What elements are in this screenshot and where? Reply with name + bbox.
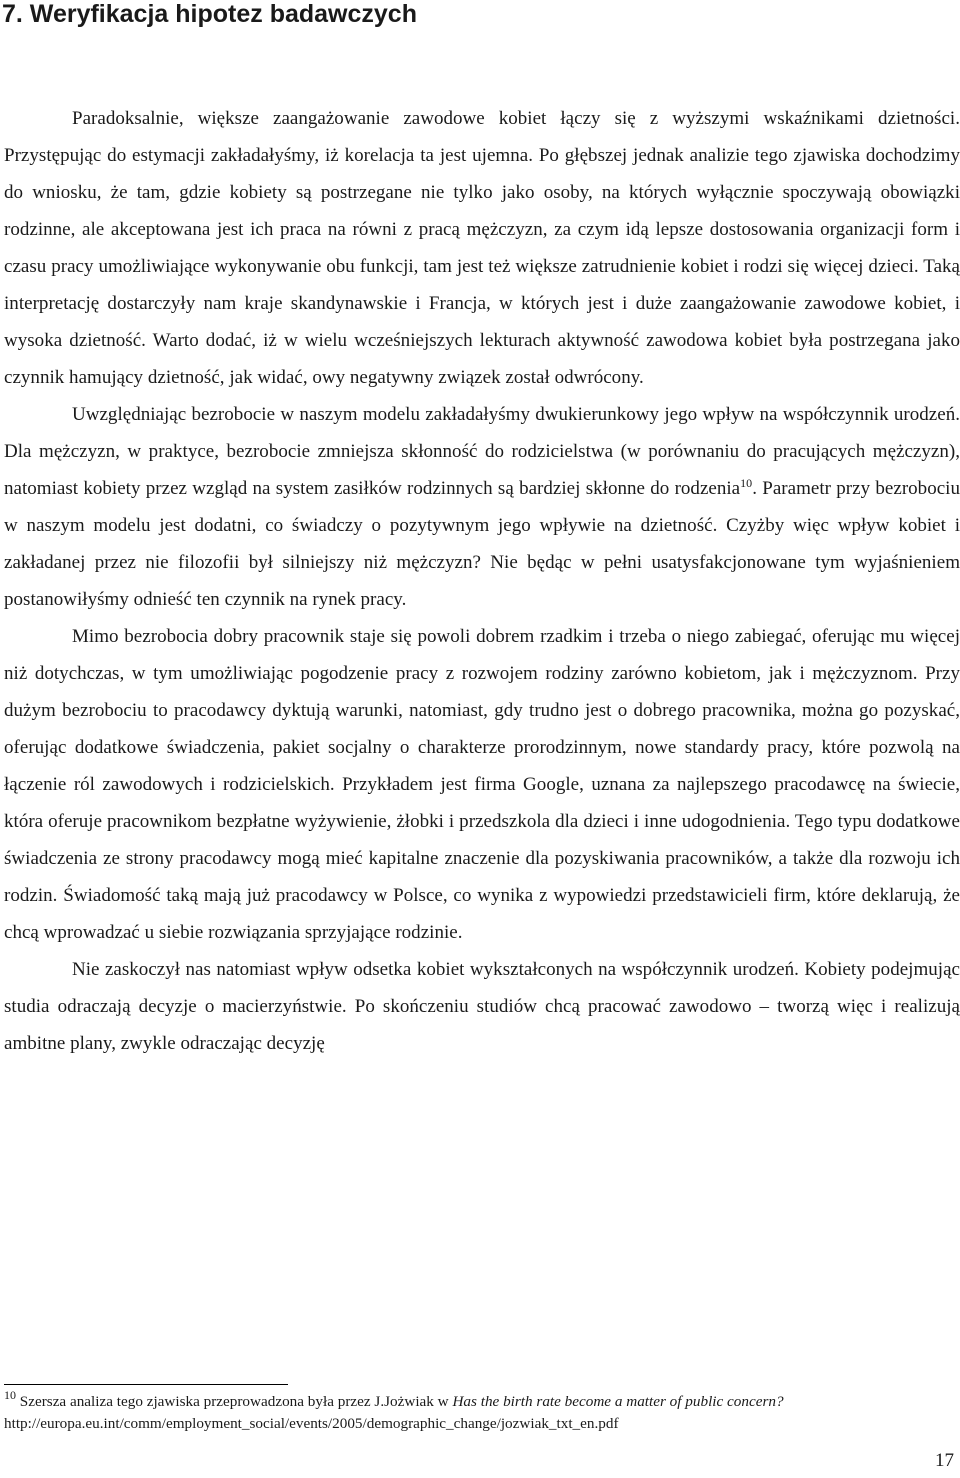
footnote-divider: [4, 1384, 288, 1385]
footnote-reference[interactable]: 10: [740, 476, 753, 490]
paragraph-text: Mimo bezrobocia dobry pracownik staje się powoli dobrem rzadkim i trzeba o niego zabiegać, oferując mu więcej niż dotychczas, w tym umożliwiając pogodzenie pracy z rozwojem rodziny zarówno kobietom, jak i mężczyznom. Przy dużym bezrobociu to pracodawcy dyktują warunki, natomiast, gdy trudno jest o dobrego pracownika, można go pozyskać, oferując dodatkowe świadczenia, pakiet socjalny o charakterze prorodzinnym, nowe standardy pracy, które pozwolą na łączenie ról zawodowych i rodzicielskich. Przykładem jest firma Google, uznana za najlepszego pracodawcę na świecie, która oferuje pracownikom bezpłatne wyżywienie, żłobki i przedszkola dla dzieci i inne udogodnienia. Tego typu dodatkowe świadczenia ze strony pracodawcy mogą mieć kapitalne znaczenie dla pozyskiwania pracowników, a także dla rozwoju ich rodzin. Świadomość taką mają już pracodawcy w Polsce, co wynika z wypowiedzi przedstawicieli firm, które deklarują, że chcą wprowadzać u siebie rozwiązania sprzyjające rodzinie.: [4, 626, 960, 943]
body-text: [4, 100, 960, 1062]
paragraph: [4, 618, 960, 951]
paragraph-text: Nie zaskoczył nas natomiast wpływ odsetka kobiet wykształconych na współczynnik urodzeń. Kobiety podejmując studia odraczają decyzje o macierzyństwie. Po skończeniu studiów chcą pracować zawodowo – tworzą więc i realizują ambitne plany, zwykle odraczając decyzję: [4, 959, 960, 1054]
paragraph-text: Uwzględniając bezrobocie w naszym modelu zakładałyśmy dwukierunkowy jego wpływ na współczynnik urodzeń. Dla mężczyzn, w praktyce, bezrobocie zmniejsza skłonność do rodzicielstwa (w porównaniu do pracujących mężczyzn), natomiast kobiety przez wzgląd na system zasiłków rodzinnych są bardziej skłonne do rodzenia: [4, 404, 960, 499]
footnote-cited-title: Has the birth rate become a matter of public concern?: [452, 1393, 784, 1410]
paragraph: [4, 396, 960, 618]
footnote-url[interactable]: http://europa.eu.int/comm/employment_social/events/2005/demographic_change/jozwiak_txt_en.pdf: [4, 1415, 619, 1432]
page-number: 17: [935, 1450, 954, 1471]
paragraph-text: . Parametr przy bezrobociu w naszym modelu jest dodatni, co świadczy o pozytywnym jego wpływie na dzietność. Czyżby więc wpływ kobiet i zakładanej przez nie filozofii był silniejszy niż mężczyzn? Nie będąc w pełni usatysfakcjonowane tym wyjaśnieniem postanowiłyśmy odnieść ten czynnik na rynek pracy.: [4, 478, 960, 610]
paragraph: [4, 100, 960, 396]
footnote-text: Szersza analiza tego zjawiska przeprowadzona była przez J.Jożwiak w: [16, 1393, 453, 1410]
section-heading: 7. Weryfikacja hipotez badawczych: [2, 0, 417, 28]
footnote: [4, 1388, 954, 1435]
paragraph-text: Paradoksalnie, większe zaangażowanie zawodowe kobiet łączy się z wyższymi wskaźnikami dzietności. Przystępując do estymacji zakładałyśmy, iż korelacja ta jest ujemna. Po głębszej jednak analizie tego zjawiska dochodzimy do wniosku, że tam, gdzie kobiety są postrzegane nie tylko jako osoby, na których wyłącznie spoczywają obowiązki rodzinne, ale akceptowana jest ich praca na równi z pracą mężczyzn, za czym idą lepsze dostosowania organizacji form i czasu pracy umożliwiające wykonywanie obu funkcji, tam jest też większe zatrudnienie kobiet i rodzi się więcej dzieci. Taką interpretację dostarczyły nam kraje skandynawskie i Francja, w których jest i duże zaangażowanie zawodowe kobiet, i wysoka dzietność. Warto dodać, iż w wielu wcześniejszych lekturach aktywność zawodowa kobiet była postrzegana jako czynnik hamujący dzietność, jak widać, owy negatywny związek został odwrócony.: [4, 108, 960, 388]
paragraph: [4, 951, 960, 1062]
footnote-number: 10: [4, 1388, 16, 1402]
